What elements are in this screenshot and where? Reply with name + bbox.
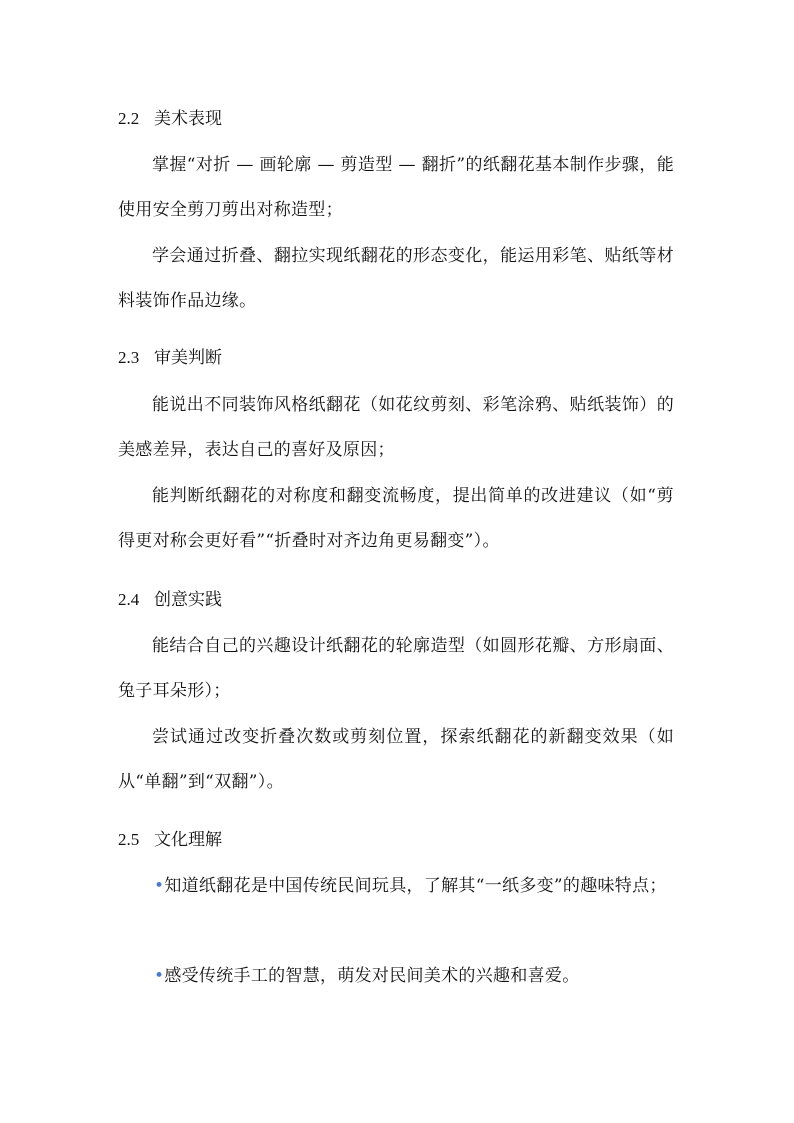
section-number: 2.2 bbox=[118, 109, 140, 128]
bullet-item bbox=[118, 954, 674, 999]
section-number: 2.5 bbox=[118, 830, 140, 849]
paragraph: 学会通过折叠、翻拉实现纸翻花的形态变化，能运用彩笔、贴纸等材料装饰作品边缘。 bbox=[118, 246, 674, 311]
paragraph: 能结合自己的兴趣设计纸翻花的轮廓造型（如圆形花瓣、方形扇面、兔子耳朵形）； bbox=[118, 636, 674, 701]
section-heading-2-5 bbox=[118, 830, 222, 850]
paragraph: 能判断纸翻花的对称度和翻变流畅度，提出简单的改进建议（如“剪得更对称会更好看”“折叠时对齐边角更易翻变”）。 bbox=[118, 486, 674, 551]
bullet-text: 感受传统手工的智慧，萌发对民间美术的兴趣和喜爱。 bbox=[164, 966, 580, 986]
section-title: 审美判断 bbox=[154, 348, 222, 368]
section-heading-2-3 bbox=[118, 348, 222, 368]
paragraph: 掌握“对折 — 画轮廓 — 剪造型 — 翻折”的纸翻花基本制作步骤，能使用安全剪刀剪出对称造型； bbox=[118, 155, 674, 220]
bullet-item bbox=[118, 864, 674, 909]
section-title: 美术表现 bbox=[154, 109, 222, 129]
section-heading-2-4 bbox=[118, 590, 222, 610]
section-number: 2.4 bbox=[118, 590, 140, 609]
bullet-icon: • bbox=[154, 966, 165, 986]
bullet-icon: • bbox=[154, 876, 165, 896]
bullet-text: 知道纸翻花是中国传统民间玩具，了解其“一纸多变”的趣味特点； bbox=[164, 876, 667, 896]
paragraph: 能说出不同装饰风格纸翻花（如花纹剪刻、彩笔涂鸦、贴纸装饰）的美感差异，表达自己的喜好及原因； bbox=[118, 395, 674, 460]
section-number: 2.3 bbox=[118, 348, 140, 367]
paragraph: 尝试通过改变折叠次数或剪刻位置，探索纸翻花的新翻变效果（如从“单翻”到“双翻”）。 bbox=[118, 727, 674, 792]
section-title: 创意实践 bbox=[154, 590, 222, 610]
section-heading-2-2 bbox=[118, 109, 222, 129]
section-title: 文化理解 bbox=[154, 830, 222, 850]
